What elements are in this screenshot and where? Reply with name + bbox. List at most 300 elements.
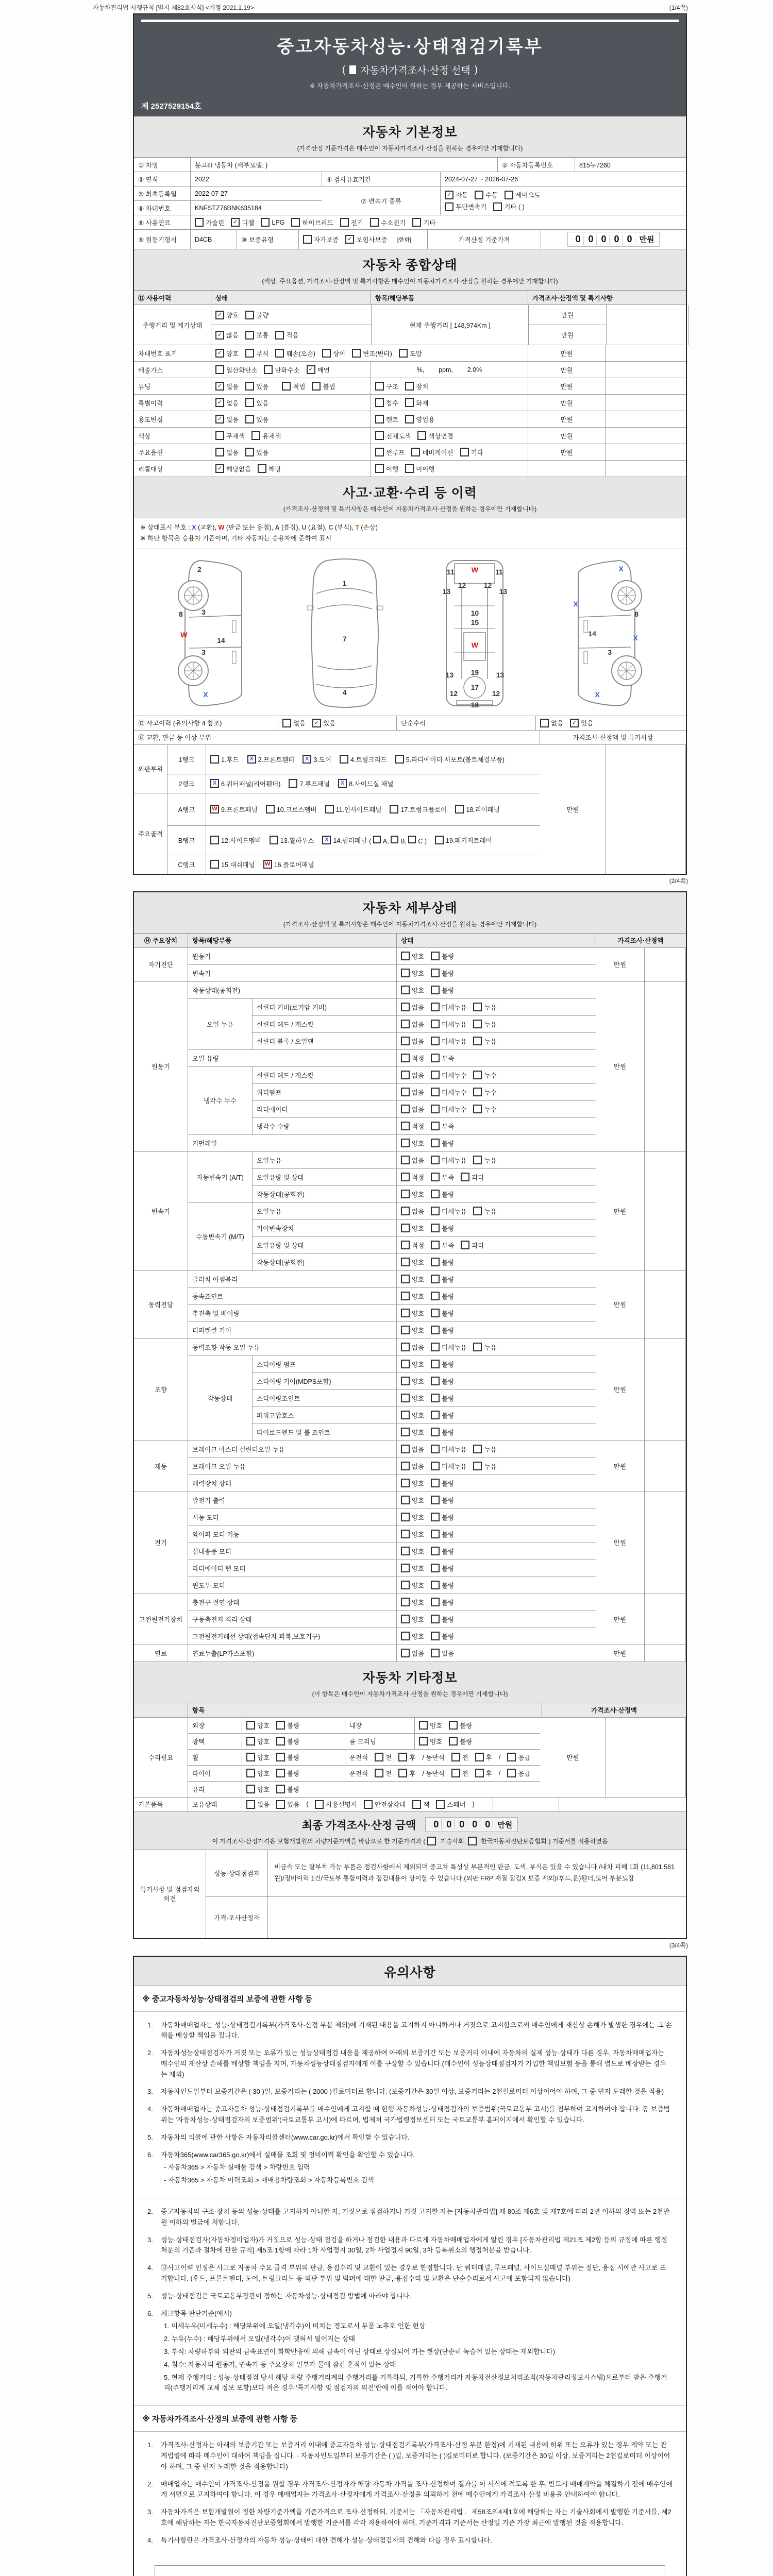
checkbox-option bbox=[261, 218, 284, 227]
checkbox[interactable] bbox=[449, 1721, 458, 1730]
checkbox[interactable] bbox=[431, 1071, 440, 1079]
checkbox[interactable] bbox=[431, 1258, 440, 1266]
checkbox[interactable]: ✓ bbox=[215, 331, 224, 340]
checkbox[interactable] bbox=[431, 1496, 440, 1504]
checkbox[interactable]: ✓ bbox=[570, 719, 579, 727]
checkbox[interactable] bbox=[375, 382, 384, 391]
checkbox[interactable] bbox=[445, 202, 453, 211]
checkbox-label: 미세누유 bbox=[442, 1038, 467, 1045]
notice-subtitle-1: ※ 중고자동차성능·상태점검의 보증에 관한 사항 등 bbox=[134, 1986, 686, 2012]
checkbox[interactable] bbox=[401, 1003, 410, 1011]
checkbox[interactable] bbox=[375, 398, 384, 407]
checkbox[interactable] bbox=[449, 1737, 458, 1745]
checkbox[interactable] bbox=[475, 1753, 484, 1761]
checkbox[interactable] bbox=[401, 986, 410, 994]
checkbox[interactable] bbox=[401, 1156, 410, 1164]
checkbox[interactable] bbox=[401, 1479, 410, 1487]
checkbox[interactable] bbox=[493, 202, 502, 211]
checkbox[interactable] bbox=[431, 1003, 440, 1011]
part-state bbox=[397, 1101, 596, 1117]
form-rule-reference: 자동차관리법 시행규칙 [별지 제82호서식] <개정 2021.1.19> bbox=[93, 4, 254, 11]
table-row bbox=[188, 1766, 540, 1782]
checkbox[interactable] bbox=[215, 448, 224, 456]
checkbox[interactable] bbox=[245, 448, 254, 456]
checkbox[interactable] bbox=[431, 1377, 440, 1385]
checkbox[interactable] bbox=[276, 1753, 285, 1761]
checkbox[interactable] bbox=[427, 1837, 436, 1845]
checkbox-label: 있음 bbox=[442, 1650, 455, 1657]
checkbox[interactable] bbox=[417, 431, 426, 440]
checkbox[interactable] bbox=[507, 1769, 516, 1777]
checkbox[interactable] bbox=[431, 969, 440, 977]
checkbox[interactable] bbox=[431, 1275, 440, 1283]
checkbox[interactable]: ✓ bbox=[445, 191, 453, 199]
checkbox[interactable] bbox=[507, 1753, 516, 1761]
device-label: 연료 bbox=[134, 1645, 188, 1662]
checkbox[interactable] bbox=[411, 448, 420, 456]
checkbox[interactable] bbox=[431, 1207, 440, 1215]
checkbox[interactable] bbox=[419, 1721, 428, 1730]
checkbox[interactable] bbox=[431, 1020, 440, 1028]
checkbox-option bbox=[473, 1156, 496, 1165]
checkbox[interactable] bbox=[431, 1190, 440, 1198]
checkbox[interactable] bbox=[431, 1564, 440, 1572]
checkbox[interactable] bbox=[431, 1309, 440, 1317]
checkbox[interactable] bbox=[401, 1309, 410, 1317]
sub-group-label: 냉각수 누수 bbox=[188, 1067, 253, 1134]
checkbox[interactable] bbox=[431, 1156, 440, 1164]
checkbox[interactable] bbox=[431, 1037, 440, 1045]
checkbox[interactable] bbox=[373, 836, 381, 843]
checkbox-option bbox=[431, 1445, 466, 1454]
checkbox[interactable] bbox=[431, 1411, 440, 1419]
checkbox-label: 전 bbox=[462, 1770, 468, 1777]
checkbox[interactable] bbox=[401, 1394, 410, 1402]
notice-item-text: 자동차매매업자는 성능·상태점검기록부(가격조사·산정 부분 제외)에 기재된 내용을 고지하지 아니하거나 거짓으로 고지함으로써 매수인에게 재산상 손해가 발생한 경우에는 그 손해를 배상할 책임을 집니다. bbox=[161, 2021, 672, 2040]
filled-checkbox-icon[interactable] bbox=[349, 65, 356, 74]
checkbox[interactable] bbox=[398, 1769, 407, 1777]
checkbox[interactable]: X bbox=[322, 836, 331, 844]
table-row bbox=[134, 1718, 686, 1798]
checkbox[interactable] bbox=[405, 382, 414, 391]
checkbox[interactable] bbox=[431, 1139, 440, 1147]
checkbox[interactable] bbox=[431, 1343, 440, 1351]
checkbox[interactable] bbox=[412, 218, 421, 227]
checkbox-option bbox=[445, 190, 468, 199]
checkbox-label: 불량 bbox=[442, 1429, 455, 1436]
performance-inspector-comment: 비금속 또는 탈부착 가능 부품은 점검사항에서 제외되며 중고차 특성상 부분적인 판금, 도색, 부식은 있을 수 있습니다./내차 피해 1회 (11,801,561원)/정비이력 1건/국토부 통합이력과 점검내용이 상이할 수 있습니다.(외판 FRP 재질 점검X 보증 제외)/후드,운)휀더,도어 부분도장 bbox=[274, 1863, 675, 1882]
checkbox[interactable] bbox=[401, 1207, 410, 1215]
diagram-mark-18: 18 bbox=[470, 700, 479, 709]
checkbox[interactable] bbox=[431, 1122, 440, 1130]
notice-item-text: 중고자동차의 구조·장치 등의 성능·상태를 고지하지 아니한 자, 거짓으로 점검하거나 거짓 고지한 자는 [자동차관리법] 제 80조 제6호 및 제7호에 따라 2년 이하의 징역 또는 2천만원 이하의 벌금에 처합니다. bbox=[161, 2208, 670, 2226]
checkbox[interactable] bbox=[431, 1326, 440, 1334]
checkbox-group bbox=[401, 1190, 454, 1199]
pricing-definition-box bbox=[155, 2565, 665, 2576]
checkbox[interactable] bbox=[475, 191, 483, 199]
checkbox[interactable] bbox=[473, 1105, 482, 1113]
checkbox[interactable] bbox=[282, 382, 291, 391]
checkbox[interactable] bbox=[401, 1241, 410, 1249]
checkbox[interactable] bbox=[282, 719, 291, 727]
checkbox[interactable] bbox=[375, 448, 384, 456]
checkbox[interactable] bbox=[431, 1394, 440, 1402]
checkbox[interactable] bbox=[431, 952, 440, 960]
checkbox[interactable]: ✓ bbox=[215, 398, 224, 407]
checkbox[interactable] bbox=[375, 464, 384, 473]
checkbox[interactable] bbox=[210, 860, 219, 869]
checkbox[interactable] bbox=[468, 1837, 477, 1845]
checkbox[interactable] bbox=[246, 1721, 255, 1730]
checkbox[interactable] bbox=[451, 1769, 460, 1777]
checkbox[interactable] bbox=[245, 382, 254, 391]
checkbox[interactable] bbox=[215, 365, 224, 374]
checkbox-label: 없음 bbox=[412, 1004, 425, 1011]
header-price: 가격조사·산정액 및 특기사항 bbox=[528, 291, 686, 304]
checkbox[interactable] bbox=[266, 805, 275, 814]
part-state bbox=[397, 1645, 596, 1662]
checkbox[interactable] bbox=[245, 415, 254, 423]
etc-note: (이 항목은 매수인이 자동차가격조사·산정을 원하는 경우에만 기재합니다) bbox=[312, 1690, 508, 1698]
checkbox[interactable] bbox=[401, 1428, 410, 1436]
table-row bbox=[134, 1492, 686, 1594]
checkbox[interactable] bbox=[245, 311, 254, 319]
checkbox[interactable] bbox=[401, 1649, 410, 1657]
table-row bbox=[253, 1067, 596, 1084]
checkbox[interactable] bbox=[401, 1037, 410, 1045]
checkbox-group bbox=[401, 1105, 497, 1114]
checkbox[interactable] bbox=[431, 1088, 440, 1096]
checkbox[interactable] bbox=[431, 1479, 440, 1487]
checkbox[interactable] bbox=[245, 331, 254, 340]
checkbox[interactable] bbox=[401, 1632, 410, 1640]
rank-label: B랭크 bbox=[167, 826, 206, 855]
checkbox[interactable] bbox=[405, 464, 414, 473]
checkbox[interactable] bbox=[431, 1360, 440, 1368]
checkbox[interactable] bbox=[322, 349, 331, 358]
checkbox[interactable] bbox=[401, 1377, 410, 1385]
checkbox[interactable] bbox=[401, 1343, 410, 1351]
mixed-parts bbox=[349, 1753, 530, 1762]
checkbox[interactable]: ✓ bbox=[312, 719, 321, 727]
checkbox-option bbox=[507, 1769, 530, 1778]
checkbox[interactable] bbox=[401, 969, 410, 977]
checkbox[interactable] bbox=[246, 1737, 255, 1745]
checkbox[interactable] bbox=[303, 235, 312, 244]
panel-item bbox=[210, 836, 261, 845]
checkbox-option bbox=[493, 202, 524, 211]
checkbox-option bbox=[473, 1462, 496, 1471]
checkbox-label: 불량 bbox=[442, 1633, 455, 1640]
checkbox[interactable] bbox=[375, 431, 384, 440]
checkbox[interactable] bbox=[435, 836, 444, 844]
checkbox[interactable] bbox=[370, 218, 379, 227]
warranty-options bbox=[303, 235, 411, 244]
checkbox[interactable] bbox=[258, 464, 266, 473]
checkbox-option bbox=[276, 1785, 299, 1794]
checkbox[interactable] bbox=[473, 1207, 482, 1215]
checkbox[interactable] bbox=[431, 1632, 440, 1640]
checkbox[interactable] bbox=[473, 1003, 482, 1011]
checkbox[interactable] bbox=[401, 1105, 410, 1113]
repair-state2 bbox=[415, 1734, 540, 1749]
checkbox[interactable] bbox=[473, 1037, 482, 1045]
checkbox[interactable] bbox=[431, 986, 440, 994]
checkbox[interactable] bbox=[246, 1769, 255, 1777]
checkbox[interactable]: X bbox=[338, 779, 347, 788]
checkbox[interactable] bbox=[401, 1326, 410, 1334]
checkbox[interactable]: ✓ bbox=[215, 349, 224, 358]
checkbox[interactable]: W bbox=[210, 805, 219, 814]
checkbox[interactable] bbox=[375, 1753, 383, 1761]
checkbox[interactable] bbox=[375, 1769, 383, 1777]
basic-items-price bbox=[493, 1798, 559, 1811]
checkbox-option bbox=[401, 1003, 424, 1012]
checkbox[interactable] bbox=[419, 1737, 428, 1745]
checkbox[interactable] bbox=[473, 1445, 482, 1453]
checkbox[interactable] bbox=[401, 1122, 410, 1130]
checkbox-label: 누유 bbox=[484, 1157, 497, 1164]
checkbox[interactable] bbox=[246, 1753, 255, 1761]
checkbox[interactable] bbox=[473, 1343, 482, 1351]
checkbox[interactable] bbox=[312, 382, 321, 391]
state-cell bbox=[211, 362, 371, 378]
checkbox[interactable]: W bbox=[263, 860, 272, 869]
checkbox[interactable] bbox=[276, 1721, 285, 1730]
checkbox[interactable] bbox=[431, 1649, 440, 1657]
checkbox[interactable] bbox=[246, 1785, 255, 1793]
checkbox[interactable] bbox=[401, 1190, 410, 1198]
checkbox[interactable] bbox=[401, 1564, 410, 1572]
checkbox[interactable] bbox=[431, 1173, 440, 1181]
checkbox-label: 누수 bbox=[484, 1089, 497, 1096]
checkbox[interactable] bbox=[210, 755, 219, 764]
checkbox[interactable] bbox=[473, 1071, 482, 1079]
checkbox-label: 없음 bbox=[412, 1021, 425, 1028]
accident-history-options bbox=[282, 718, 335, 727]
state-cell bbox=[211, 395, 371, 411]
checkbox[interactable] bbox=[431, 1462, 440, 1470]
checkbox[interactable] bbox=[261, 218, 270, 227]
checkbox-group bbox=[215, 464, 281, 473]
checkbox[interactable] bbox=[210, 836, 219, 844]
checkbox[interactable] bbox=[315, 1800, 324, 1809]
item-text-cell bbox=[371, 362, 528, 378]
checkbox[interactable] bbox=[395, 755, 404, 764]
checkbox-option bbox=[473, 1105, 496, 1114]
checkbox[interactable] bbox=[431, 1241, 440, 1249]
checkbox[interactable] bbox=[401, 1581, 410, 1589]
checkbox-option bbox=[431, 1105, 466, 1114]
checkbox[interactable] bbox=[401, 1071, 410, 1079]
checkbox[interactable] bbox=[401, 1275, 410, 1283]
checkbox[interactable] bbox=[401, 1496, 410, 1504]
checkbox[interactable] bbox=[460, 448, 469, 456]
checkbox[interactable] bbox=[473, 1156, 482, 1164]
checkbox[interactable] bbox=[401, 1224, 410, 1232]
checkbox-option bbox=[401, 986, 424, 995]
checkbox[interactable] bbox=[364, 1800, 373, 1809]
checkbox[interactable] bbox=[264, 365, 273, 374]
checkbox[interactable] bbox=[401, 1020, 410, 1028]
checkbox[interactable] bbox=[289, 779, 297, 788]
checkbox[interactable] bbox=[401, 1054, 410, 1062]
checkbox[interactable] bbox=[276, 1800, 285, 1809]
usage-label: 차대번호 표기 bbox=[134, 345, 211, 361]
checkbox[interactable]: ✓ bbox=[215, 382, 224, 391]
checkbox[interactable] bbox=[340, 755, 348, 764]
checkbox[interactable]: ✓ bbox=[231, 218, 240, 227]
panel-item-label: 13.휠하우스 bbox=[280, 837, 314, 844]
checkbox[interactable]: ✓ bbox=[215, 311, 224, 319]
item-cell bbox=[371, 411, 528, 427]
checkbox-label: 불량 bbox=[442, 1225, 455, 1232]
table-row bbox=[188, 1577, 596, 1594]
table-row bbox=[188, 1356, 596, 1440]
checkbox-label: 양호 bbox=[412, 1327, 425, 1334]
checkbox[interactable] bbox=[431, 1598, 440, 1606]
checkbox[interactable] bbox=[245, 349, 254, 358]
checkbox[interactable] bbox=[401, 1462, 410, 1470]
checkbox[interactable] bbox=[276, 1785, 285, 1793]
checkbox[interactable] bbox=[431, 1581, 440, 1589]
checkbox[interactable]: ✓ bbox=[345, 235, 354, 244]
repair-state bbox=[242, 1766, 345, 1781]
checkbox[interactable] bbox=[412, 1800, 421, 1809]
checkbox[interactable] bbox=[431, 1224, 440, 1232]
checkbox[interactable] bbox=[473, 1088, 482, 1096]
header-price: 가격조사·산정액 bbox=[595, 934, 686, 947]
page-2 bbox=[133, 891, 687, 1939]
checkbox[interactable] bbox=[436, 1800, 445, 1809]
checkbox[interactable] bbox=[461, 1241, 469, 1249]
checkbox[interactable] bbox=[195, 218, 204, 227]
checkbox[interactable] bbox=[455, 805, 464, 814]
checkbox[interactable]: ✓ bbox=[307, 365, 315, 374]
checkbox[interactable] bbox=[408, 836, 416, 843]
checkbox[interactable]: X bbox=[247, 755, 256, 764]
checkbox[interactable] bbox=[461, 1173, 469, 1181]
checkbox[interactable] bbox=[401, 1598, 410, 1606]
checkbox[interactable] bbox=[390, 805, 398, 814]
checkbox-label: 과다 bbox=[472, 1242, 484, 1249]
checkbox[interactable] bbox=[451, 1753, 460, 1761]
symbol-t: T bbox=[355, 524, 359, 531]
checkbox[interactable] bbox=[401, 1360, 410, 1368]
checkbox-option bbox=[473, 1088, 496, 1097]
notice-item-number: 5. bbox=[147, 2292, 153, 2300]
checkbox[interactable] bbox=[431, 1530, 440, 1538]
checkbox[interactable] bbox=[431, 1547, 440, 1555]
checkbox[interactable]: ✓ bbox=[215, 464, 224, 473]
checkbox[interactable] bbox=[540, 719, 549, 727]
notice-section-header bbox=[134, 1957, 686, 1986]
checkbox[interactable] bbox=[473, 1020, 482, 1028]
checkbox[interactable] bbox=[401, 1445, 410, 1453]
checkbox[interactable] bbox=[375, 415, 384, 423]
checkbox[interactable] bbox=[431, 1054, 440, 1062]
checkbox[interactable] bbox=[399, 349, 408, 358]
checkbox[interactable] bbox=[251, 431, 260, 440]
checkbox[interactable] bbox=[391, 836, 398, 843]
checkbox[interactable] bbox=[475, 1769, 484, 1777]
checkbox[interactable] bbox=[275, 349, 284, 358]
checkbox[interactable] bbox=[431, 1513, 440, 1521]
checkbox[interactable] bbox=[215, 431, 224, 440]
checkbox[interactable] bbox=[431, 1428, 440, 1436]
checkbox[interactable] bbox=[401, 952, 410, 960]
checkbox[interactable] bbox=[398, 1753, 407, 1761]
checkbox[interactable] bbox=[431, 1445, 440, 1453]
page-meta bbox=[93, 3, 688, 12]
table-row bbox=[253, 1407, 596, 1424]
part-state bbox=[397, 999, 596, 1015]
checkbox[interactable] bbox=[340, 218, 349, 227]
panel-item bbox=[435, 836, 492, 845]
checkbox[interactable] bbox=[270, 836, 278, 844]
checkbox-group bbox=[401, 1326, 454, 1335]
checkbox[interactable] bbox=[276, 1737, 285, 1745]
checkbox[interactable] bbox=[405, 398, 414, 407]
checkbox[interactable] bbox=[431, 1292, 440, 1300]
checkbox[interactable] bbox=[405, 415, 414, 423]
table-row bbox=[253, 1033, 596, 1049]
checkbox[interactable]: X bbox=[210, 779, 219, 788]
final-price-note bbox=[134, 1837, 686, 1845]
price-cell: 만원 bbox=[528, 362, 606, 378]
notice-list-3 bbox=[134, 2432, 686, 2557]
checkbox[interactable] bbox=[431, 1105, 440, 1113]
checkbox[interactable] bbox=[291, 218, 300, 227]
checkbox[interactable] bbox=[401, 1513, 410, 1521]
checkbox-label: 불량 bbox=[442, 1480, 455, 1487]
checkbox[interactable] bbox=[401, 1547, 410, 1555]
checkbox-label: 불량 bbox=[287, 1738, 300, 1745]
part-label: 타이로드엔드 및 볼 조인트 bbox=[253, 1424, 397, 1440]
checkbox[interactable] bbox=[431, 1615, 440, 1623]
diagram-mark-3: 3 bbox=[201, 607, 206, 616]
final-price-digit: 0 bbox=[444, 1819, 455, 1830]
checkbox[interactable]: X bbox=[303, 755, 311, 764]
checkbox[interactable] bbox=[352, 349, 361, 358]
checkbox-option bbox=[215, 382, 239, 391]
checkbox-option bbox=[276, 1800, 299, 1809]
notice-sub-item: 5. 현재 주행거리 : 성능·상태점검 당시 해당 차량 주행거리계의 주행거리를 기록하되, 기록한 주행거리가 자동차전산정보처리조직(자동차관리정보시스템)으로부터 받은 주행거리(주행거리계 교체 정보 포함)보다 적은 경우 '특기사항 및 점검자의 의견'란에 이를 적어야 합니다. bbox=[164, 2373, 667, 2392]
checkbox[interactable] bbox=[401, 1139, 410, 1147]
checkbox[interactable]: ✓ bbox=[215, 415, 224, 423]
checkbox-option bbox=[375, 1753, 392, 1762]
checkbox[interactable] bbox=[401, 1088, 410, 1096]
checkbox[interactable] bbox=[505, 191, 513, 199]
checkbox[interactable] bbox=[325, 805, 334, 814]
table-row bbox=[253, 1169, 596, 1186]
checkbox[interactable] bbox=[401, 1292, 410, 1300]
table-row bbox=[134, 731, 686, 745]
part-label: 작동상태(공회전) bbox=[253, 1254, 397, 1270]
checkbox[interactable] bbox=[246, 1800, 255, 1809]
checkbox[interactable] bbox=[473, 1462, 482, 1470]
checkbox[interactable] bbox=[276, 1769, 285, 1777]
device-price-cell: 만원 bbox=[596, 1271, 645, 1338]
checkbox[interactable] bbox=[245, 398, 254, 407]
checkbox[interactable] bbox=[401, 1173, 410, 1181]
checkbox[interactable] bbox=[401, 1615, 410, 1623]
checkbox[interactable] bbox=[401, 1258, 410, 1266]
checkbox[interactable] bbox=[401, 1411, 410, 1419]
checkbox-option bbox=[246, 1721, 270, 1730]
checkbox[interactable] bbox=[401, 1530, 410, 1538]
checkbox[interactable] bbox=[275, 331, 284, 340]
